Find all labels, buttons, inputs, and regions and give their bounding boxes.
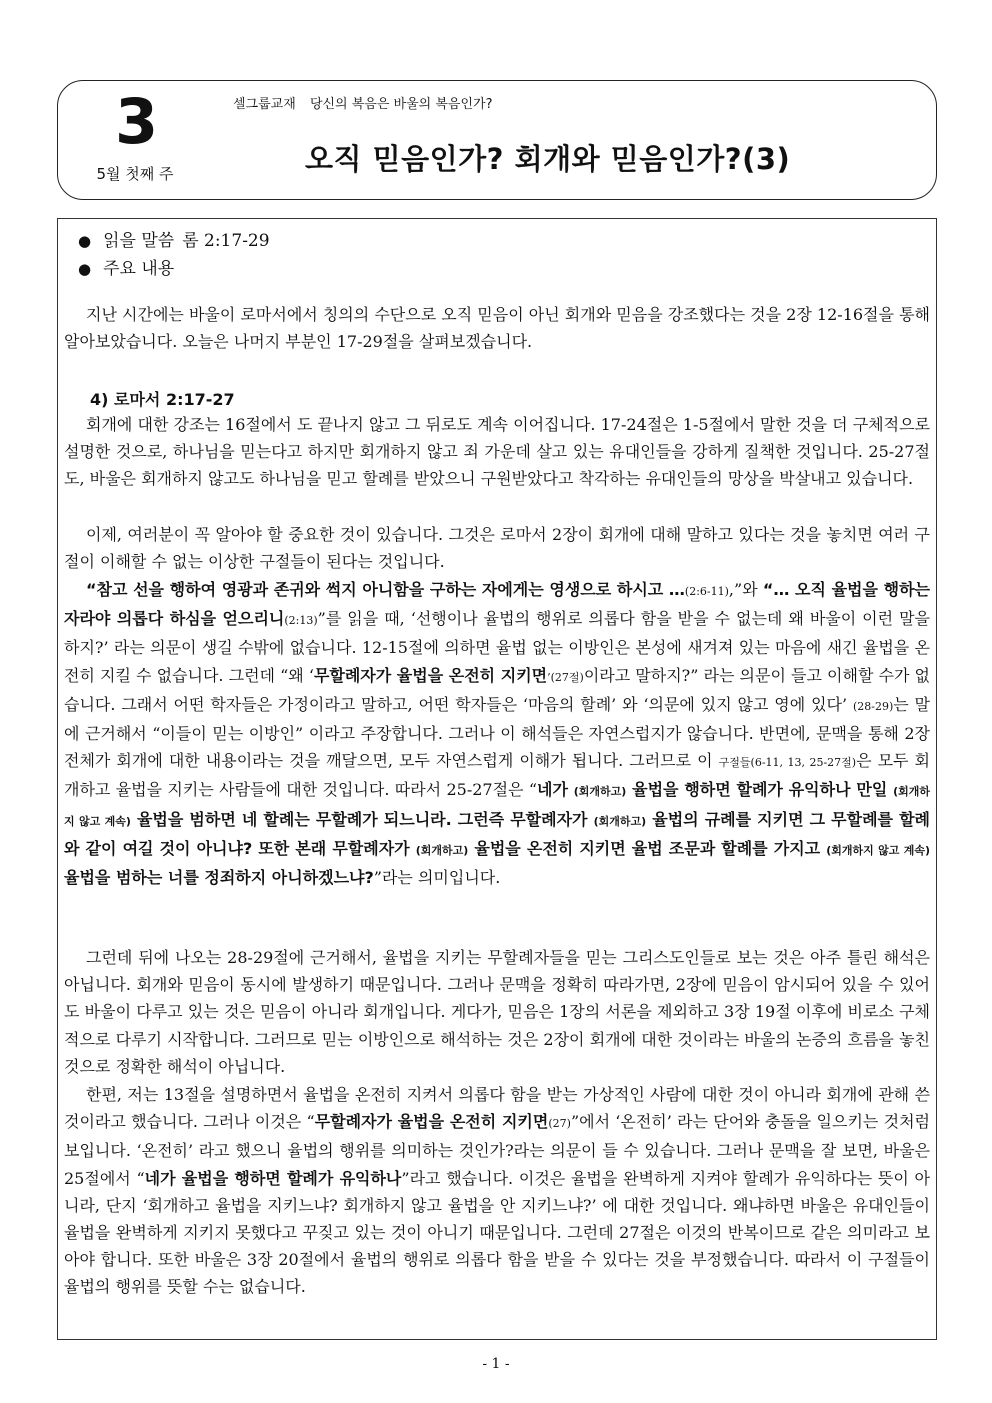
bullet-dot-icon: ● bbox=[78, 260, 92, 278]
quote-25: 네가 율법을 행하면 할례가 유익하나 bbox=[144, 1168, 402, 1188]
bullet-dot-icon: ● bbox=[78, 232, 92, 250]
verse-ref: 구절들(6-11, 13, 25-27절) bbox=[718, 756, 857, 770]
series-subtitle: 당신의 복음은 바울의 복음인가? bbox=[309, 97, 493, 112]
quote-27: 무할례자가 율법을 온전히 지키면 bbox=[314, 1112, 549, 1132]
paragraph-1: 회개에 대한 강조는 16절에서 도 끝나지 않고 그 뒤로도 계속 이어집니다. 17-24절은 1-5절에서 말한 것을 더 구체적으로 설명한 것으로, 하나님을 믿는다고 하지만 회개하지 않고 죄 가운데 살고 있는 유대인들을 강하게 질책한 것입니다. 25-27절도, 바울은 회개하지 않고도 하나님을 믿고 할례를 받았으니 구원받았다고 착각하는 유대인들의 망상을 박살내고 있습니다. bbox=[64, 415, 930, 489]
verse-ref: (2:13) bbox=[284, 614, 318, 628]
intro-paragraph: 지난 시간에는 바울이 로마서에서 칭의의 수단으로 오직 믿음이 아닌 회개와 믿음을 강조했다는 것을 2장 12-16절을 통해 알아보았습니다. 오늘은 나머지 부분인 17-29절을 살펴보겠습니다. bbox=[64, 305, 930, 352]
verse-ref: ’(27절) bbox=[547, 670, 584, 684]
reading-label: 읽을 말씀 bbox=[103, 231, 175, 251]
verse-ref: (27) bbox=[548, 1117, 571, 1131]
verse-ref: (2:6-11) bbox=[684, 585, 729, 598]
paragraph-2: 이제, 여러분이 꼭 알아야 할 중요한 것이 있습니다. 그것은 로마서 2장이 회개에 대해 말하고 있다는 것을 놓치면 여러 구절이 이해할 수 없는 이상한 구절들이 된다는 것입니다. bbox=[64, 525, 930, 572]
paragraph-4: 그런데 뒤에 나오는 28-29절에 근거해서, 율법을 지키는 무할례자들을 믿는 그리스도인들로 보는 것은 아주 틀린 해석은 아닙니다. 회개와 믿음이 동시에 발생하기 때문입니다. 그러나 문맥을 정확히 따라가면, 2장에 믿음이 암시되어 있을 수 있어도 바울이 다루고 있는 것은 믿음이 아니라 회개입니다. 게다가, 믿음은 1장의 서론을 제외하고 3장 19절 이후에 비로소 구체적으로 다루기 시작합니다. 그러므로 믿는 이방인으로 해석하는 것은 2장이 회개에 대한 것이라는 바울의 논증의 흐름을 놓친 것으로 정확한 해석이 아닙니다. bbox=[64, 948, 930, 1076]
paragraph-5: 한편, 저는 13절을 설명하면서 율법을 온전히 지켜서 의롭다 함을 받는 가상적인 사람에 대한 것이 아니라 회개에 관해 쓴 것이라고 했습니다. 그러나 이것은 “무할례자가 율법을 온전히 지키면(27)”에서 ‘온전히’ 라는 단어와 충돌을 일으키는 것처럼 보입니다. ‘온전히’ 라고 했으니 율법의 행위를 의미하는 것인가?라는 의문이 들 수 있습니다. 그러나 문맥을 잘 보면, 바울은 25절에서 “네가 율법을 행하면 할례가 유익하나”라고 했습니다. 이것은 율법을 완벽하게 지켜야 할례가 유익하다는 뜻이 아니라, 단지 ‘회개하고 율법을 지키느냐? 회개하지 않고 율법을 안 지키느냐?’ 에 대한 것입니다. 왜냐하면 바울은 유대인들이 율법을 완벽하게 지키지 못했다고 꾸짖고 있는 것이 아니기 때문입니다. 그런데 27절은 이것의 반복이므로 같은 의미라고 보아야 합니다. 또한 바울은 3장 20절에서 율법의 행위로 의롭다 함을 받을 수 있다는 것을 부정했습니다. 따라서 이 구절들이 율법의 행위를 뜻할 수는 없습니다. bbox=[64, 1085, 930, 1297]
series-line bbox=[233, 93, 503, 112]
quote-2-6-11: “참고 선을 행하여 영광과 존귀와 썩지 아니함을 구하는 자에게는 영생으로 하시고 … bbox=[86, 580, 685, 599]
quote-27: 무할례자가 율법을 온전히 지키면 bbox=[313, 665, 548, 685]
series-label: 셀그룹교재 bbox=[233, 97, 296, 112]
reading-bullet bbox=[78, 226, 270, 251]
page-number: - 1 - bbox=[482, 1356, 510, 1372]
lesson-number: 3 bbox=[115, 85, 159, 158]
quote-25-27: 네가 (회개하고) 율법을 행하면 할례가 유익하나 만일 (회개하지 않고 계속) 율법을 범하면 네 할례는 무할례가 되느니라. 그런즉 무할례자가 (회개하고) 율법의 규례를 지키면 그 무할례를 할례와 같이 여길 것이 아니냐? 또한 본래 무할례자가 (회개하고) 율법을 온전히 지키면 율법 조문과 할례를 가지고 (회개하지 않고 계속) 율법을 범하는 너를 정죄하지 아니하겠느냐? bbox=[64, 780, 930, 888]
section-heading: 4) 로마서 2:17-27 bbox=[90, 390, 235, 409]
week-label: 5월 첫째 주 bbox=[96, 165, 174, 183]
page-title: 오직 믿음인가? 회개와 믿음인가?(3) bbox=[305, 142, 791, 176]
main-content-label: 주요 내용 bbox=[103, 259, 175, 279]
quote-2-13: “… 오직 율법을 행하는 자라야 의롭다 하심을 얻으리니 bbox=[64, 580, 930, 629]
main-content-bullet bbox=[78, 254, 174, 279]
paragraph-3: “참고 선을 행하여 영광과 존귀와 썩지 아니함을 구하는 자에게는 영생으로 하시고 …(2:6-11),”와 “… 오직 율법을 행하는 자라야 의롭다 하심을 얻으리니(2:13)”를 읽을 때, ‘선행이나 율법의 행위로 의롭다 함을 받을 수 없는데 왜 바울이 이런 말을 하지?’ 라는 의문이 생길 수밖에 없습니다. 12-15절에 의하면 율법 없는 이방인은 본성에 새겨져 있는 마음에 새긴 율법을 온전히 지킬 수 없습니다. 그런데 “왜 ‘무할례자가 율법을 온전히 지키면’(27절)이라고 말하지?” 라는 의문이 들고 이해할 수가 없습니다. 그래서 어떤 학자들은 가정이라고 말하고, 어떤 학자들은 ‘마음의 할례’ 와 ‘의문에 있지 않고 영에 있다’ (28-29)는 말에 근거해서 “이들이 믿는 이방인” 이라고 주장합니다. 그러나 이 해석들은 자연스럽지가 않습니다. 반면에, 문맥을 통해 2장 전체가 회개에 대한 내용이라는 것을 깨달으면, 모두 자연스럽게 이해가 됩니다. 그러므로 이 구절들(6-11, 13, 25-27절)은 모두 회개하고 율법을 지키는 사람들에 대한 것입니다. 따라서 25-27절은 “네가 (회개하고) 율법을 행하면 할례가 유익하나 만일 (회개하지 않고 계속) 율법을 범하면 네 할례는 무할례가 되느니라. 그런즉 무할례자가 (회개하고) 율법의 규례를 지키면 그 무할례를 할례와 같이 여길 것이 아니냐? 또한 본래 무할례자가 (회개하고) 율법을 온전히 지키면 율법 조문과 할례를 가지고 (회개하지 않고 계속) 율법을 범하는 너를 정죄하지 아니하겠느냐?”라는 의미입니다. bbox=[64, 580, 931, 888]
verse-ref: (28-29) bbox=[852, 699, 894, 713]
reading-ref: 롬 2:17-29 bbox=[182, 231, 270, 251]
